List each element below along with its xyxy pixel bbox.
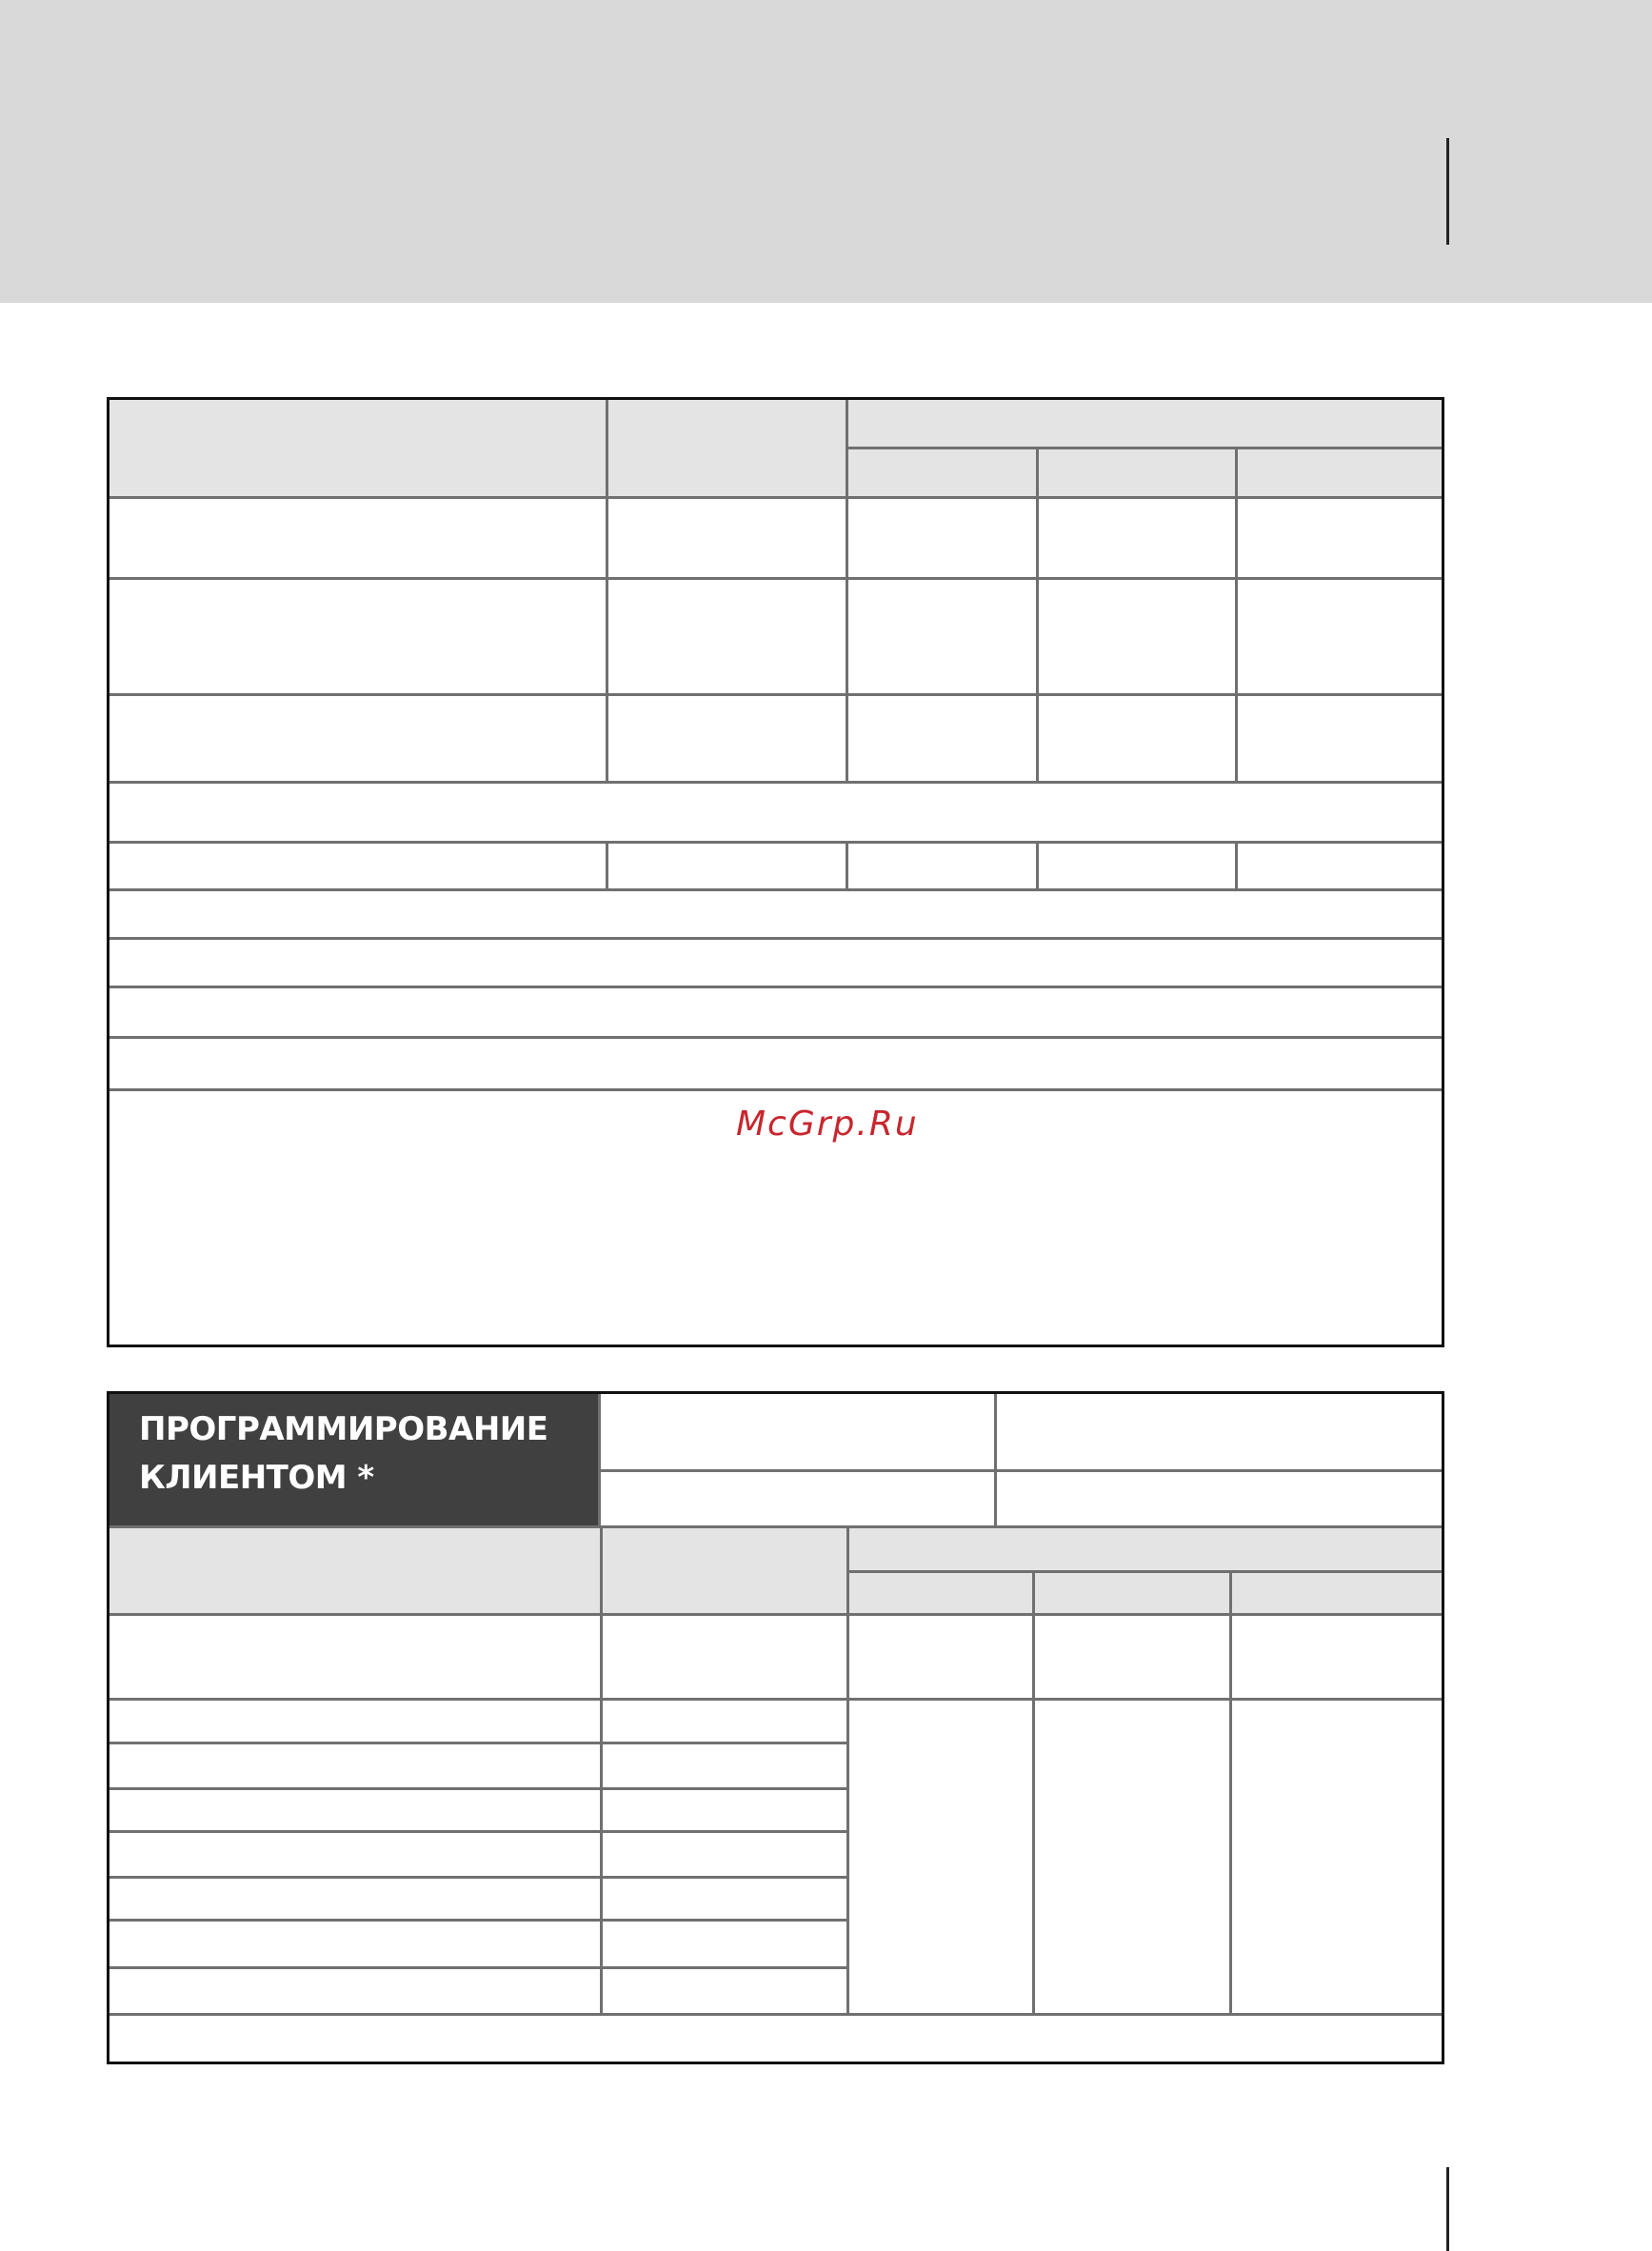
section-title xyxy=(109,1394,601,1528)
table2-line xyxy=(1032,1570,1035,2013)
page-header-band xyxy=(0,0,1652,303)
table1-line xyxy=(109,937,1442,940)
table2-line xyxy=(994,1394,997,1528)
section-title-line1: ПРОГРАММИРОВАНИЕ xyxy=(139,1410,548,1448)
table1-line xyxy=(846,400,848,784)
table1-header-col1 xyxy=(109,400,607,497)
table1-line xyxy=(846,841,848,891)
table1-line xyxy=(109,693,1442,696)
table1-line xyxy=(1036,447,1039,784)
page-edge-marker-bottom xyxy=(1446,2167,1449,2251)
table1-line xyxy=(846,447,1442,449)
table2-line xyxy=(109,1787,847,1790)
table2-line xyxy=(109,1919,847,1922)
table1-line xyxy=(109,1088,1442,1091)
customer-programming-table xyxy=(107,1391,1444,2064)
table2-header-col2 xyxy=(601,1528,847,1615)
watermark-text: McGrp.Ru xyxy=(736,1105,919,1144)
table1-line xyxy=(109,577,1442,580)
table2-line xyxy=(846,1528,849,2016)
table2-header-col1 xyxy=(109,1528,601,1615)
table2-line xyxy=(109,1698,1442,1701)
table1-line xyxy=(109,496,1442,499)
table2-line xyxy=(109,1613,1442,1616)
table1-line xyxy=(606,841,608,891)
table2-line xyxy=(601,1469,1442,1472)
table2-line xyxy=(1229,1570,1232,2013)
table1-line xyxy=(109,1036,1442,1039)
table1-header-col2 xyxy=(607,400,846,497)
settings-table-1 xyxy=(107,397,1444,1347)
page-edge-marker-top xyxy=(1446,138,1449,245)
table1-line xyxy=(606,400,608,784)
table2-line xyxy=(109,2013,1442,2016)
section-title-line2: КЛИЕНТОМ * xyxy=(139,1459,374,1497)
table2-line xyxy=(847,1570,1442,1573)
table1-line xyxy=(109,841,1442,844)
table1-line xyxy=(109,781,1442,784)
table2-line xyxy=(109,1742,847,1744)
table1-line xyxy=(1235,447,1238,784)
table1-line xyxy=(1235,841,1238,891)
table1-line xyxy=(1036,841,1039,891)
table1-line xyxy=(109,986,1442,988)
table2-line xyxy=(109,1830,847,1833)
table2-line xyxy=(600,1528,603,2016)
table2-line xyxy=(109,1876,847,1879)
table1-line xyxy=(109,888,1442,891)
table2-line xyxy=(109,1966,847,1969)
